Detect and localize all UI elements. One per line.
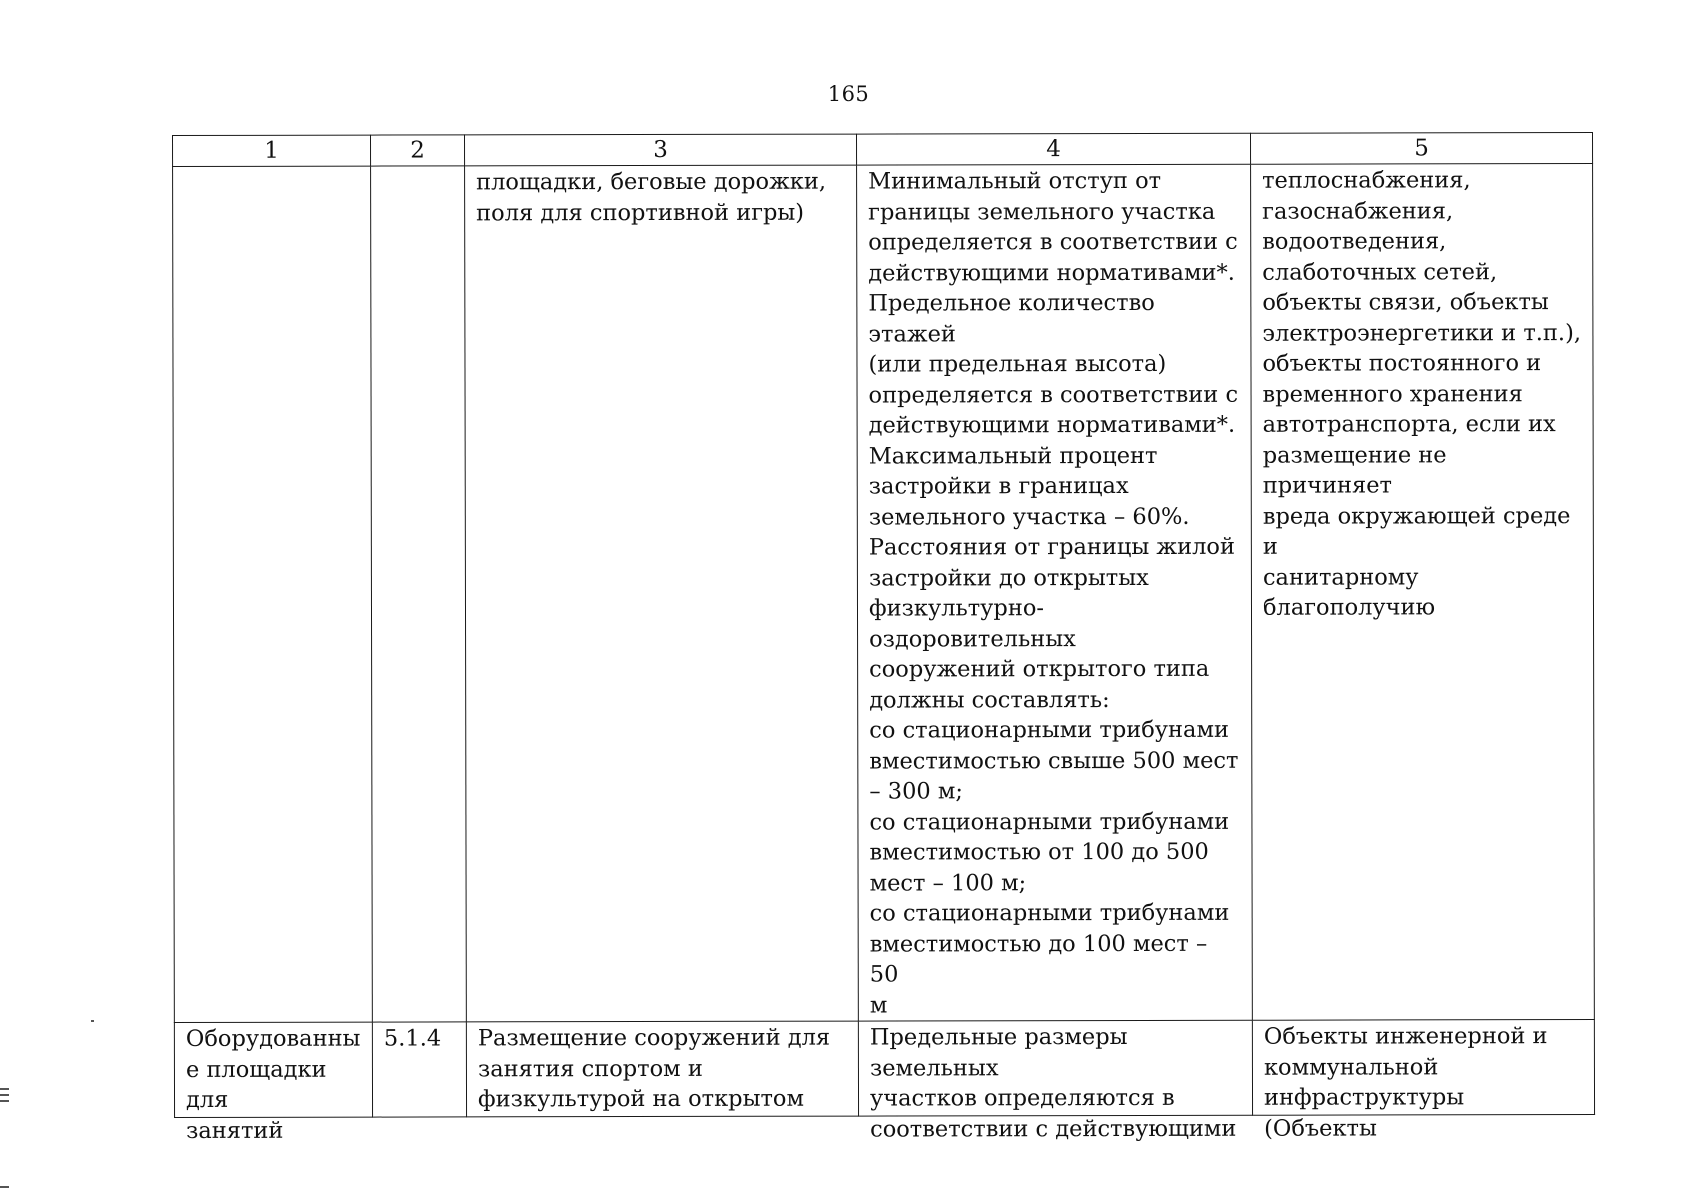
auxiliary-uses-text: Объекты инженерной и коммунальной инфраструктуры (Объекты — [1263, 1023, 1548, 1142]
scan-tick-mark — [0, 1094, 9, 1096]
cell-description — [465, 165, 859, 1022]
activity-name-text: Оборудованны е площадки для занятий — [185, 1025, 361, 1144]
table-row — [173, 164, 1595, 1023]
column-header-2: 2 — [371, 135, 465, 166]
cell-activity-name — [173, 166, 373, 1022]
scan-tick-mark — [0, 1186, 9, 1188]
description-text: Размещение сооружений для занятия спортом и физкультурой на открытом — [477, 1024, 831, 1113]
cell-activity-name — [174, 1022, 372, 1144]
cell-auxiliary-uses — [1251, 164, 1595, 1021]
cell-parameters — [858, 1020, 1252, 1143]
description-text: площадки, беговые дорожки, поля для спортивной игры) — [476, 168, 827, 226]
parameters-text: Минимальный отступ от границы земельного участка определяется в соответствии с действующими нормативами*. Предельное количество этажей (или предельная высота) определяется в соответствии с действующими нормативами*. Максимальный процент застройки в границах земельного участка – 60%. Расстояния от границы жилой застройки до открытых физкультурно-оздоровительных сооружений открытого типа должны составлять: со стационарными трибунами вместимостью свыше 500 мест – 300 м; со стационарными трибунами вместимостью от 100 до 500 мест – 100 м; со стационарными трибунами вместимостью до 100 мест – 50 м — [868, 167, 1239, 1019]
cell-code — [372, 1022, 466, 1117]
cell-parameters — [857, 164, 1253, 1021]
auxiliary-uses-text: теплоснабжения, газоснабжения, водоотведения, слаботочных сетей, объекты связи, объекты электроэнергетики и т.п.), объекты постоянного и временного хранения автотранспорта, если их размещение не причиняет вреда окружающей среде и санитарному благополучию — [1262, 167, 1582, 621]
table-row — [174, 1020, 1594, 1118]
scan-tick-mark — [0, 1088, 9, 1090]
scan-dot — [91, 1020, 94, 1022]
column-header-3: 3 — [465, 134, 857, 166]
column-header-1: 1 — [173, 135, 371, 166]
parameters-text: Предельные размеры земельных участков определяются в соответствии с действующими — [869, 1024, 1237, 1143]
cell-code — [371, 166, 467, 1022]
page-number: 165 — [827, 82, 870, 106]
cell-auxiliary-uses — [1252, 1020, 1594, 1142]
activity-code-text: 5.1.4 — [383, 1025, 442, 1052]
regulations-table — [172, 132, 1595, 1144]
table-header-row — [173, 133, 1593, 167]
column-header-4: 4 — [856, 133, 1250, 165]
column-header-5: 5 — [1250, 133, 1592, 165]
cell-description — [466, 1021, 858, 1117]
scan-tick-mark — [0, 1100, 9, 1102]
